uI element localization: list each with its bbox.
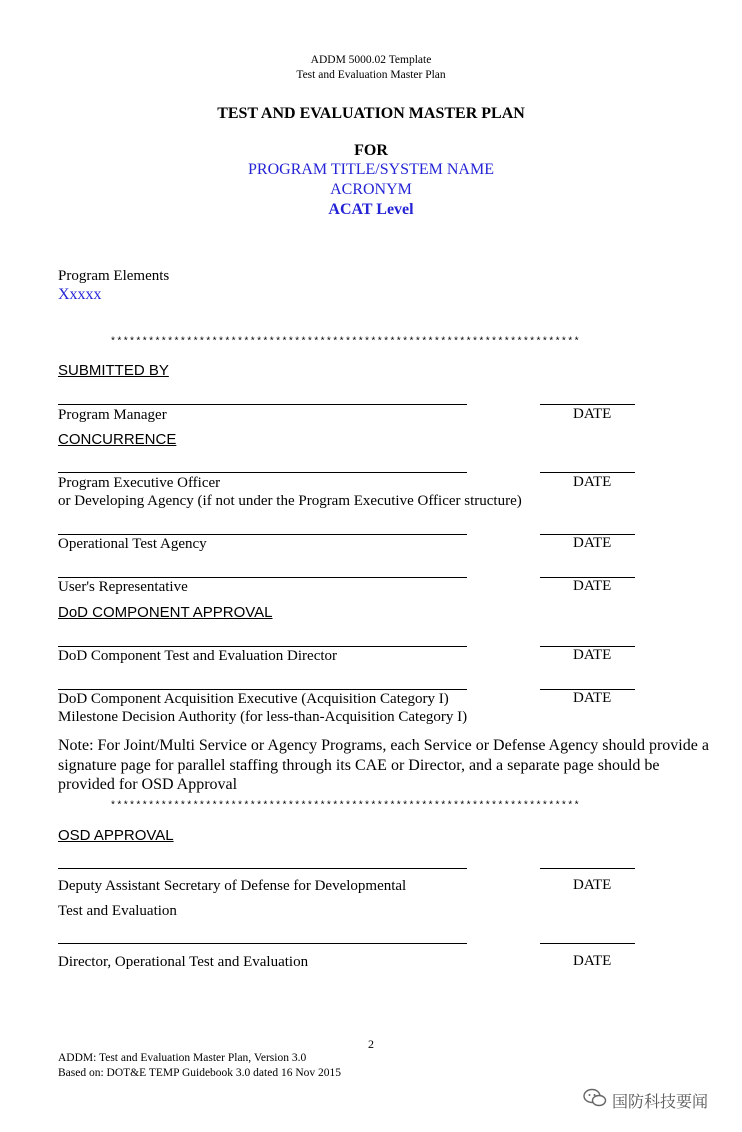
date-label: DATE [573,406,612,422]
signatory-program-manager: Program Manager [58,407,167,423]
date-line [540,404,635,405]
title-for: FOR [354,142,388,159]
date-label: DATE [573,535,612,551]
signatory-ota: Operational Test Agency [58,536,207,552]
date-label: DATE [573,877,612,893]
wechat-icon [583,1088,607,1113]
section-submitted-by: SUBMITTED BY [58,362,169,379]
program-title: PROGRAM TITLE/SYSTEM NAME [248,161,494,178]
signatory-peo: Program Executive Officer [58,475,221,491]
signatory-mda: Milestone Decision Authority (for less-than-Acquisition Category I) [58,709,468,725]
joint-program-note: Note: For Joint/Multi Service or Agency Programs, each Service or Defense Agency should provide a signature page for parallel staffing through its CAE or Director, and a separate page should be provided for OSD Approval [58,737,709,793]
footer-version: ADDM: Test and Evaluation Master Plan, Version 3.0 [58,1052,307,1064]
signatory-peo-note: or Developing Agency (if not under the Program Executive Officer structure) [58,493,522,509]
date-line [540,868,635,869]
signatory-dasd: Deputy Assistant Secretary of Defense for Developmental [58,878,407,894]
date-label: DATE [573,474,612,490]
page-number: 2 [368,1037,374,1051]
signature-line [58,943,467,944]
section-dod-component-approval: DoD COMPONENT APPROVAL [58,604,273,621]
date-label: DATE [573,578,612,594]
signature-line [58,404,467,405]
date-line [540,943,635,944]
date-line [540,472,635,473]
signatory-dasd-line2: Test and Evaluation [58,903,177,919]
watermark-text: 国防科技要闻 [612,1092,709,1111]
signatory-dod-te-director: DoD Component Test and Evaluation Director [58,648,338,664]
separator-stars: ************************************************************************** [110,337,580,348]
date-label: DATE [573,647,612,663]
section-osd-approval: OSD APPROVAL [58,827,174,844]
signatory-cae: DoD Component Acquisition Executive (Acquisition Category I) [58,691,449,707]
section-concurrence: CONCURRENCE [58,431,177,448]
header-doc-line: Test and Evaluation Master Plan [296,69,446,81]
footer-source: Based on: DOT&E TEMP Guidebook 3.0 dated 16 Nov 2015 [58,1067,342,1079]
program-elements-value: Xxxxx [58,286,102,303]
program-elements-label: Program Elements [58,268,170,284]
date-label: DATE [573,690,612,706]
page-title: TEST AND EVALUATION MASTER PLAN [217,105,525,122]
signatory-user-rep: User's Representative [58,579,188,595]
program-acronym: ACRONYM [330,181,412,198]
date-label: DATE [573,953,612,969]
separator-stars: ************************************************************************** [110,801,580,812]
acat-level: ACAT Level [328,201,414,218]
signatory-dote: Director, Operational Test and Evaluation [58,954,309,970]
signature-line [58,868,467,869]
header-template-line: ADDM 5000.02 Template [310,54,432,66]
signature-line [58,472,467,473]
